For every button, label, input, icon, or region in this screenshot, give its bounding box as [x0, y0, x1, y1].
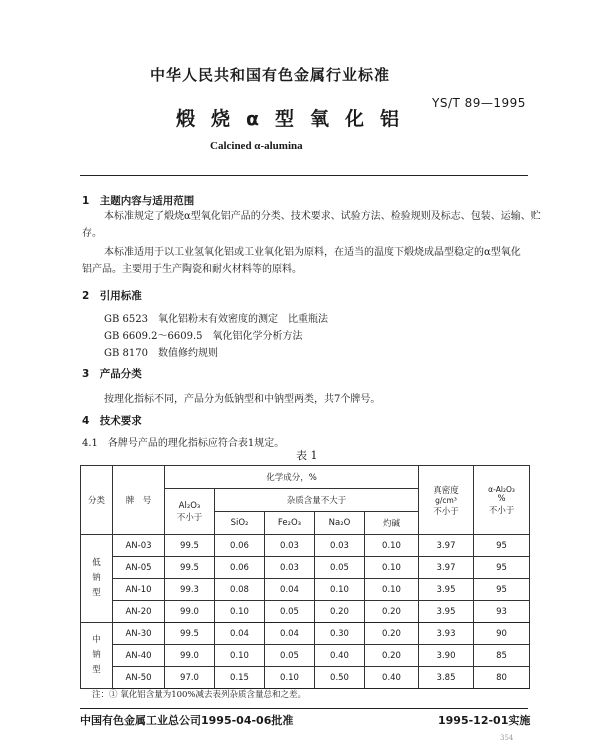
alpha-label: α-Al₂O₃: [488, 484, 515, 494]
table-row: [81, 535, 530, 557]
density-label: 真密度: [433, 485, 459, 496]
cell-fe2o3: 0.04: [265, 579, 315, 601]
cell-alpha: 85: [474, 645, 530, 667]
header-grade: 牌 号: [113, 466, 165, 535]
cell-sio2: 0.04: [215, 623, 265, 645]
document-title-zh: 煅烧α型氧化铝: [176, 108, 416, 130]
cell-sio2: 0.10: [215, 601, 265, 623]
cell-al2o3: 97.0: [165, 667, 215, 689]
header-alpha-alumina: [474, 466, 530, 535]
table-caption: 表 1: [296, 449, 318, 462]
spec-table: [80, 465, 530, 689]
header-rule: [80, 175, 528, 176]
table-row: [81, 557, 530, 579]
cell-fe2o3: 0.05: [265, 601, 315, 623]
cell-density: 3.95: [419, 579, 474, 601]
cell-na2o: 0.50: [315, 667, 365, 689]
cell-al2o3: 99.5: [165, 557, 215, 579]
cell-fe2o3: 0.05: [265, 645, 315, 667]
implementation-date: 1995-12-01实施: [438, 714, 531, 727]
cell-grade: AN-30: [113, 623, 165, 645]
cell-alpha: 80: [474, 667, 530, 689]
category-label: 低钠型: [92, 558, 101, 598]
cell-loi: 0.40: [365, 667, 419, 689]
cell-sio2: 0.15: [215, 667, 265, 689]
table-row: [81, 645, 530, 667]
header-chemical-composition: 化学成分，%: [165, 466, 419, 489]
cell-na2o: 0.40: [315, 645, 365, 667]
section-1-para-1: 本标准规定了煅烧α型氧化铝产品的分类、技术要求、试验方法、检验规则及标志、包装、运输、贮: [104, 211, 541, 222]
cell-sio2: 0.06: [215, 557, 265, 579]
header-category: 分类: [81, 466, 113, 535]
category-medium-sodium: [81, 623, 113, 689]
cell-loi: 0.20: [365, 601, 419, 623]
cell-loi: 0.10: [365, 557, 419, 579]
cell-na2o: 0.10: [315, 579, 365, 601]
density-min-label: 不小于: [433, 506, 459, 517]
approval-info: 中国有色金属工业总公司1995-04-06批准: [80, 714, 294, 727]
cell-al2o3: 99.0: [165, 601, 215, 623]
header-al2o3: [165, 489, 215, 535]
cell-grade: AN-03: [113, 535, 165, 557]
page-number: 354: [500, 734, 514, 742]
cell-alpha: 95: [474, 557, 530, 579]
cell-sio2: 0.08: [215, 579, 265, 601]
standard-code: YS/T 89—1995: [432, 96, 526, 110]
cell-density: 3.97: [419, 535, 474, 557]
reference-item: GB 6609.2～6609.5 氧化铝化学分析方法: [104, 331, 303, 342]
cell-density: 3.93: [419, 623, 474, 645]
cell-na2o: 0.20: [315, 601, 365, 623]
section-4-heading: 4 技术要求: [82, 415, 142, 427]
header-loi: 灼碱: [365, 512, 419, 535]
alpha-min-label: 不小于: [488, 505, 515, 516]
cell-al2o3: 99.5: [165, 623, 215, 645]
cell-loi: 0.20: [365, 623, 419, 645]
table-note: 注：① 氧化铝含量为100%减去表列杂质含量总和之差。: [92, 690, 307, 700]
alpha-unit: %: [497, 493, 506, 504]
cell-na2o: 0.30: [315, 623, 365, 645]
cell-loi: 0.10: [365, 535, 419, 557]
table-row: [81, 579, 530, 601]
section-1-heading: 1 主题内容与适用范围: [82, 195, 195, 207]
cell-fe2o3: 0.04: [265, 623, 315, 645]
header-true-density: [419, 466, 474, 535]
al2o3-min-label: 不小于: [176, 512, 203, 523]
section-1-para-1-cont: 存。: [82, 228, 102, 239]
cell-al2o3: 99.3: [165, 579, 215, 601]
header-impurity: 杂质含量不大于: [215, 489, 419, 512]
document-title-en: Calcined α-alumina: [210, 140, 303, 152]
cell-density: 3.97: [419, 557, 474, 579]
section-1-para-2: 本标准适用于以工业氢氧化铝或工业氧化铝为原料，在适当的温度下煅烧成晶型稳定的α型氧化: [104, 247, 521, 258]
cell-alpha: 93: [474, 601, 530, 623]
cell-alpha: 95: [474, 535, 530, 557]
cell-na2o: 0.05: [315, 557, 365, 579]
footer-rule: [80, 708, 528, 709]
cell-al2o3: 99.0: [165, 645, 215, 667]
cell-fe2o3: 0.03: [265, 557, 315, 579]
cell-grade: AN-05: [113, 557, 165, 579]
industry-standard-header: 中华人民共和国有色金属行业标准: [150, 66, 391, 84]
section-3-heading: 3 产品分类: [82, 368, 142, 380]
cell-alpha: 95: [474, 579, 530, 601]
cell-grade: AN-40: [113, 645, 165, 667]
category-label: 中钠型: [92, 635, 101, 675]
cell-loi: 0.10: [365, 579, 419, 601]
cell-fe2o3: 0.03: [265, 535, 315, 557]
cell-grade: AN-10: [113, 579, 165, 601]
category-low-sodium: [81, 535, 113, 623]
cell-loi: 0.20: [365, 645, 419, 667]
section-3-para: 按理化指标不同，产品分为低钠型和中钠型两类，共7个牌号。: [104, 394, 381, 405]
table-row: [81, 667, 530, 689]
header-fe2o3: Fe₂O₃: [265, 512, 315, 535]
section-2-heading: 2 引用标准: [82, 290, 142, 302]
reference-item: GB 6523 氧化铝粉末有效密度的测定 比重瓶法: [104, 314, 328, 325]
header-na2o: Na₂O: [315, 512, 365, 535]
reference-item: GB 8170 数值修约规则: [104, 348, 218, 359]
cell-na2o: 0.03: [315, 535, 365, 557]
cell-density: 3.95: [419, 601, 474, 623]
density-unit: g/cm³: [435, 495, 457, 505]
section-1-para-2-cont: 铝产品。主要用于生产陶瓷和耐火材料等的原料。: [82, 264, 302, 275]
cell-density: 3.85: [419, 667, 474, 689]
cell-grade: AN-50: [113, 667, 165, 689]
table-row: [81, 623, 530, 645]
cell-density: 3.90: [419, 645, 474, 667]
cell-grade: AN-20: [113, 601, 165, 623]
al2o3-label: Al₂O₃: [178, 500, 201, 511]
cell-fe2o3: 0.10: [265, 667, 315, 689]
header-sio2: SiO₂: [215, 512, 265, 535]
section-4-1-para: 4.1 各牌号产品的理化指标应符合表1规定。: [82, 438, 285, 449]
cell-alpha: 90: [474, 623, 530, 645]
table-row: [81, 601, 530, 623]
cell-sio2: 0.06: [215, 535, 265, 557]
cell-sio2: 0.10: [215, 645, 265, 667]
cell-al2o3: 99.5: [165, 535, 215, 557]
